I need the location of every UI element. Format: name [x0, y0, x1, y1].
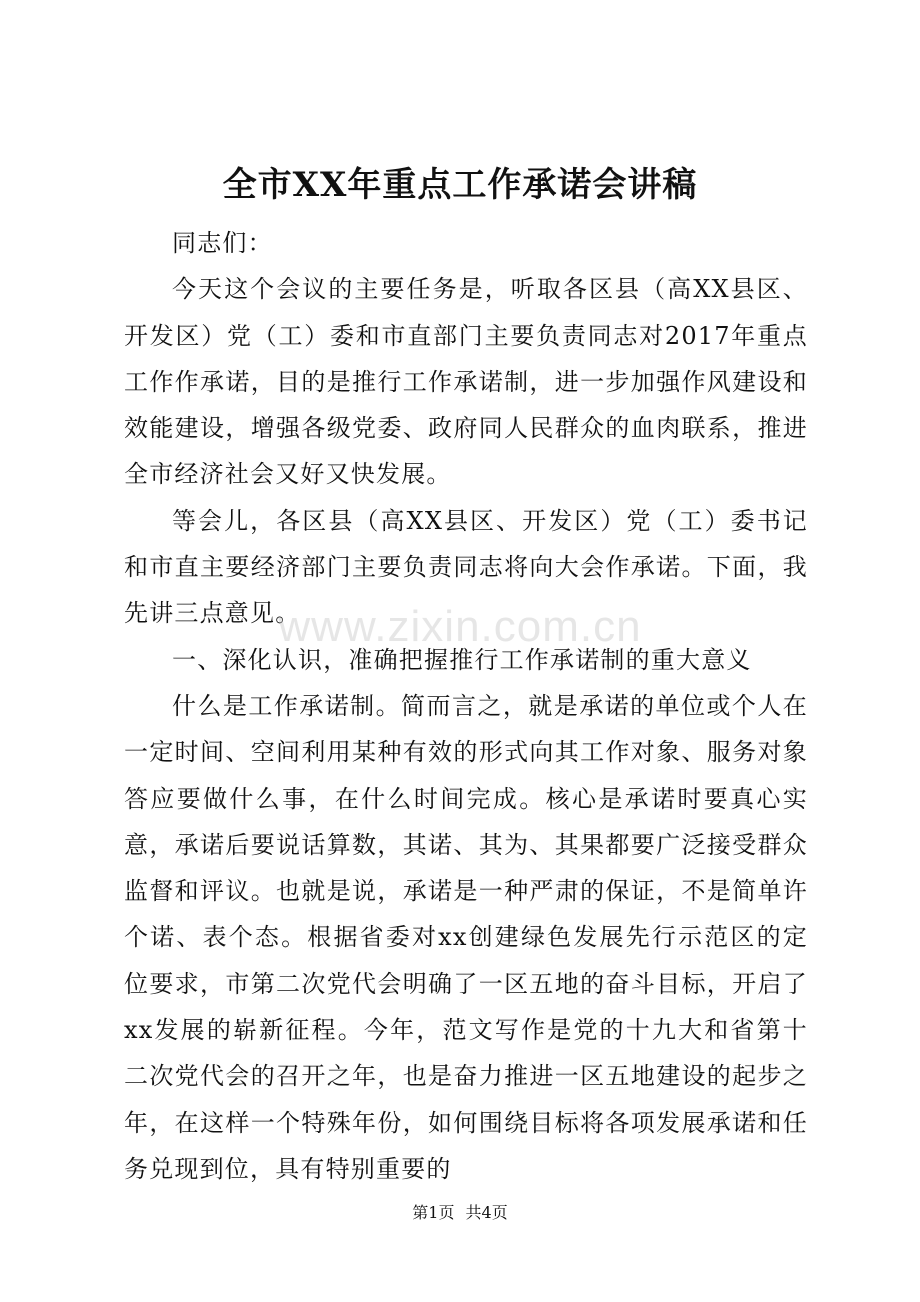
page-number: 第1页 [412, 1203, 455, 1222]
section-heading: 一、深化认识，准确把握推行工作承诺制的重大意义 [172, 645, 752, 674]
page-total: 共4页 [465, 1203, 508, 1222]
page-footer [0, 1200, 920, 1223]
document-body [124, 220, 808, 1192]
paragraph-agenda: 等会儿，各区县（高XX县区、开发区）党（工）委书记和市直主要经济部门主要负责同志将向大会作承诺。下面，我先讲三点意见。 [124, 506, 808, 628]
paragraph-intro: 今天这个会议的主要任务是，听取各区县（高XX县区、开发区）党（工）委和市直部门主要负责同志对2017年重点工作作承诺，目的是推行工作承诺制，进一步加强作风建设和效能建设，增强各级党委、政府同人民群众的血肉联系，推进全市经济社会又好又快发展。 [124, 275, 808, 489]
watermark: www.zixin.com.cn [278, 602, 642, 651]
document-title: 全市XX年重点工作承诺会讲稿 [222, 165, 698, 205]
paragraph-definition: 什么是工作承诺制。简而言之，就是承诺的单位或个人在一定时间、空间利用某种有效的形式向其工作对象、服务对象答应要做什么事，在什么时间完成。核心是承诺时要真心实意，承诺后要说话算数，其诺、其为、其果都要广泛接受群众监督和评议。也就是说，承诺是一种严肃的保证，不是简单许个诺、表个态。根据省委对xx创建绿色发展先行示范区的定位要求，市第二次党代会明确了一区五地的奋斗目标，开启了xx发展的崭新征程。今年，范文写作是党的十九大和省第十二次党代会的召开之年，也是奋力推进一区五地建设的起步之年，在这样一个特殊年份，如何围绕目标将各项发展承诺和任务兑现到位，具有特别重要的 [124, 691, 808, 1183]
paragraph-greeting: 同志们： [172, 229, 273, 257]
